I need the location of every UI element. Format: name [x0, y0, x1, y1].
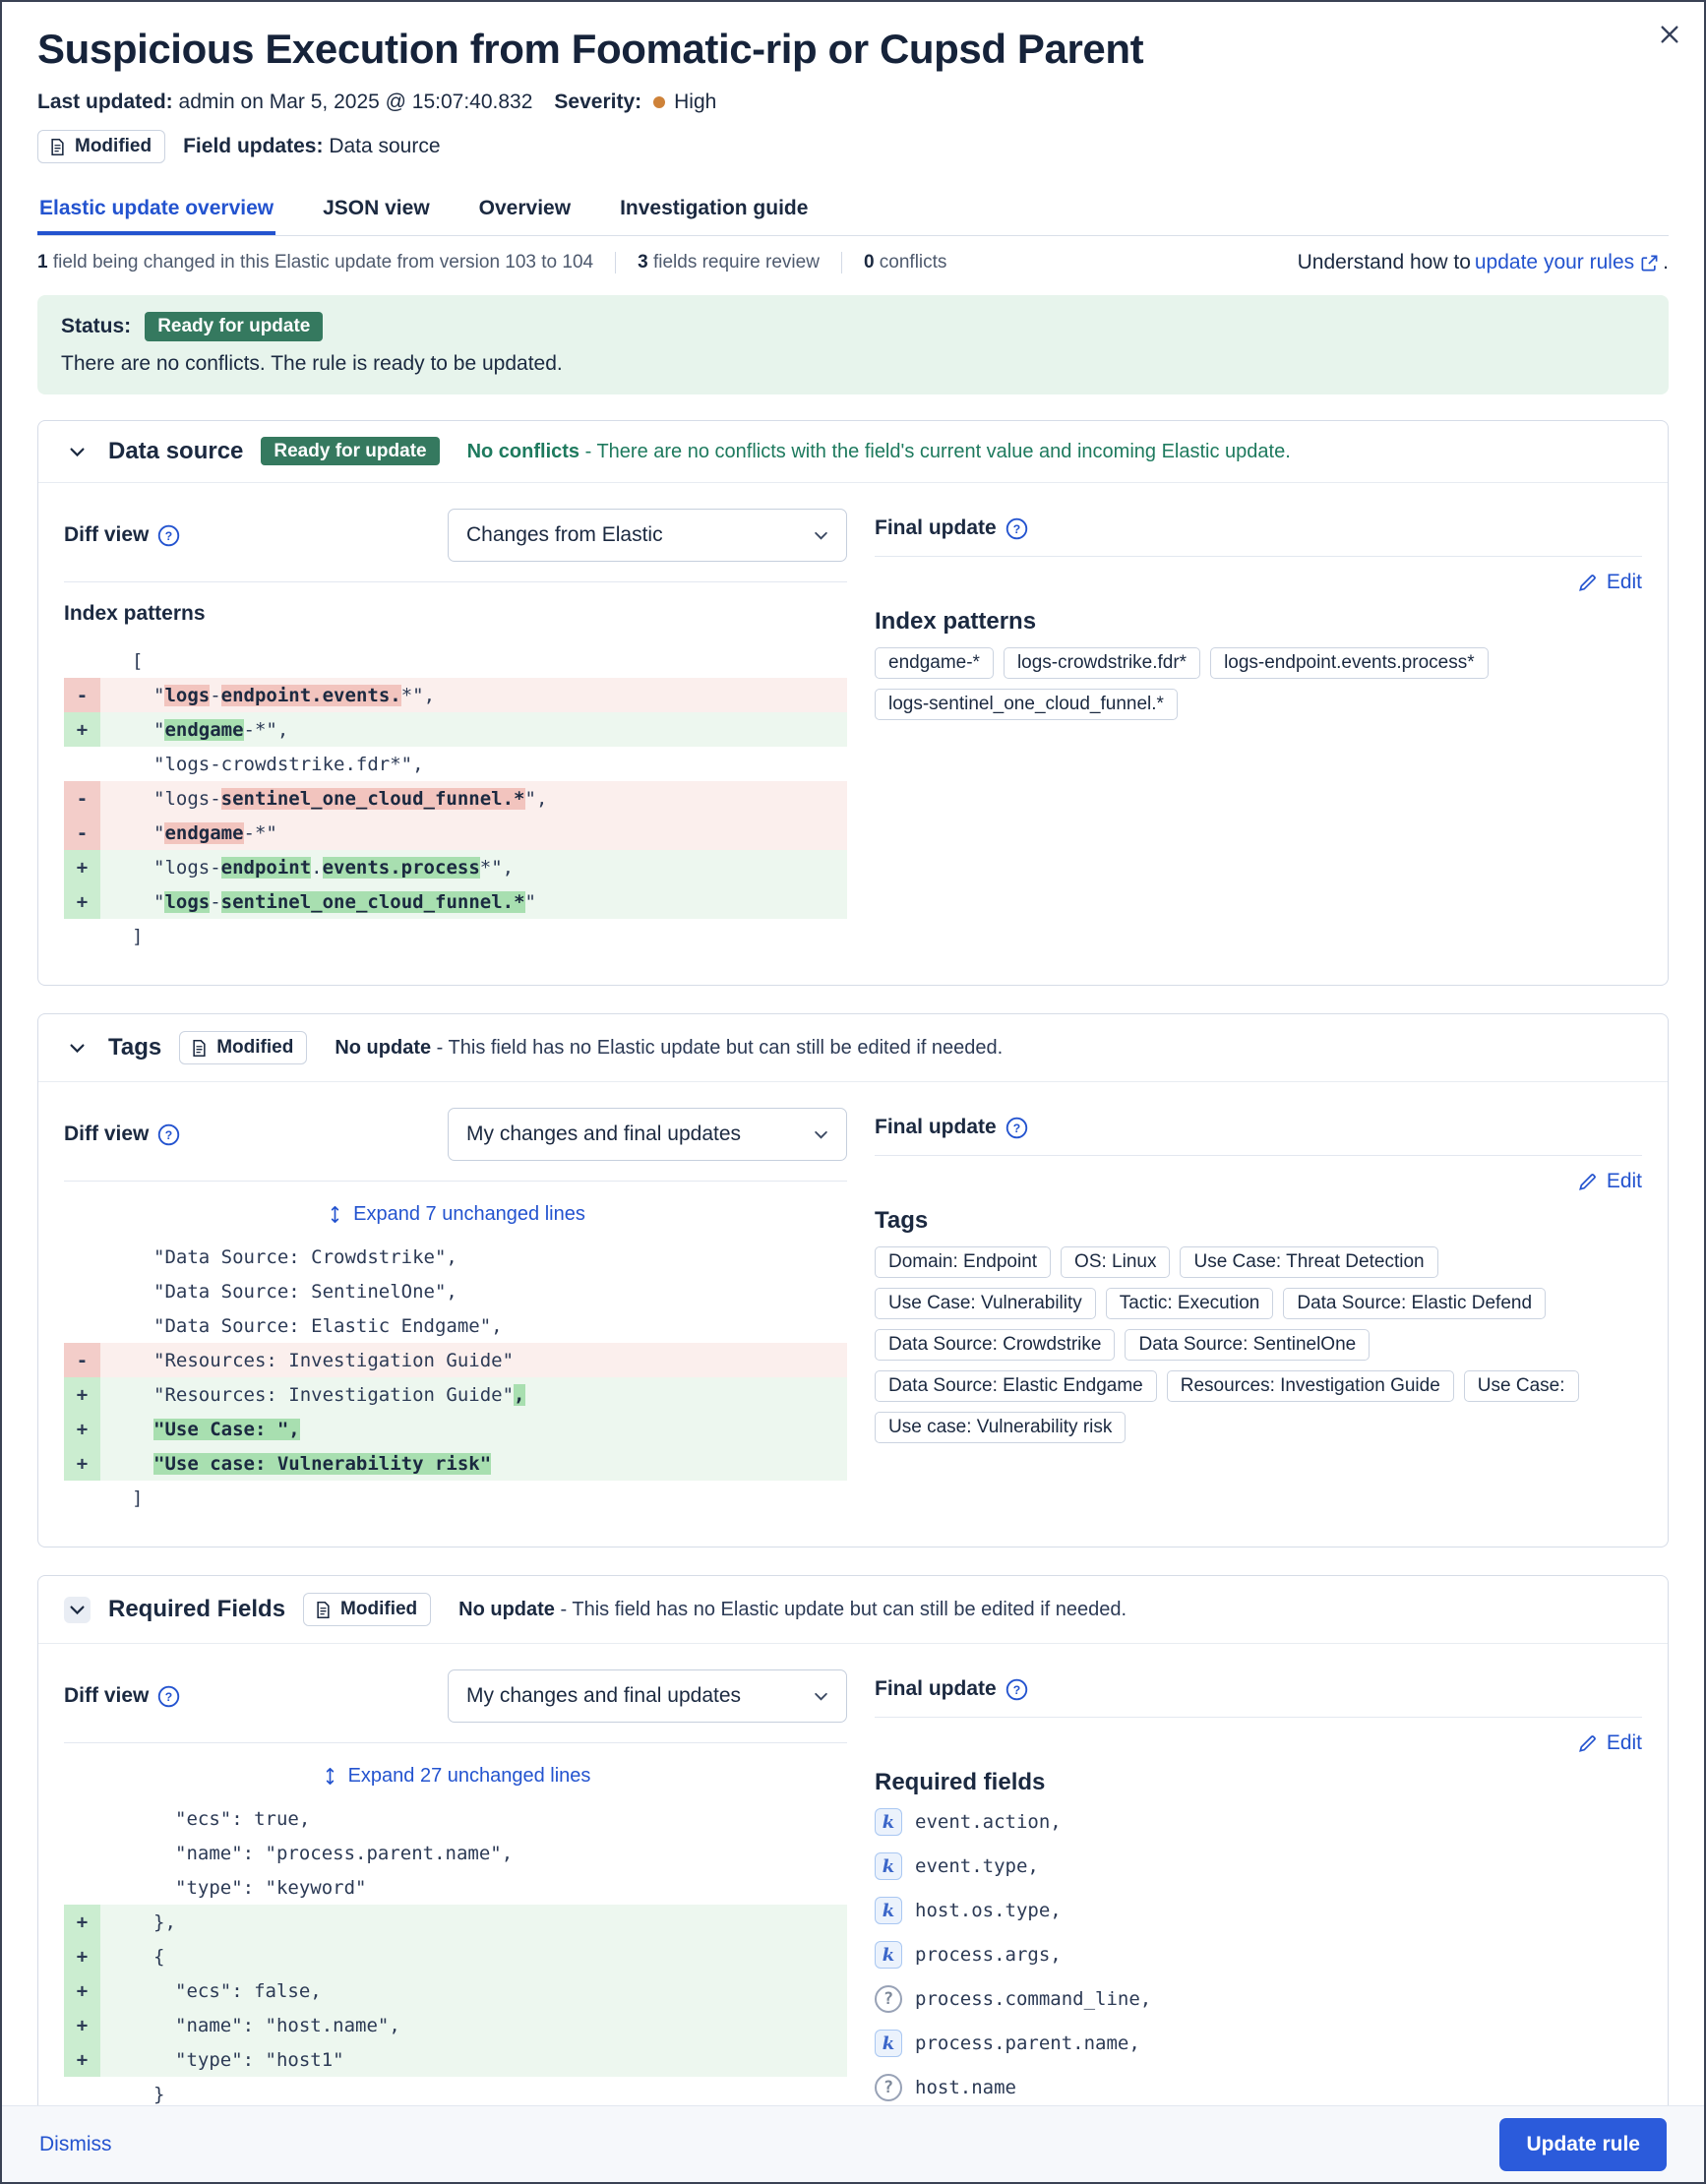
- diff-line-content: "ecs": true,: [175, 1807, 311, 1830]
- required-field-name: process.command_line,: [915, 1988, 1152, 2010]
- required-fields-list: [875, 1808, 1642, 2101]
- diff-line-content: "Data Source: SentinelOne",: [153, 1280, 457, 1303]
- document-edit-icon: [48, 138, 67, 156]
- tab-overview[interactable]: Overview: [478, 197, 572, 219]
- diff-gutter: [64, 747, 100, 781]
- keyword-type-icon: k: [875, 1941, 902, 1969]
- diff-line: [64, 884, 847, 919]
- tags-badge: Data Source: Elastic Defend: [1283, 1288, 1546, 1319]
- severity-value: High: [674, 91, 717, 113]
- diff-line: [64, 1412, 847, 1446]
- diff-line-content: "Resources: Investigation Guide" ,: [153, 1383, 525, 1406]
- diff-field-label: Index patterns: [64, 602, 206, 625]
- help-suffix: .: [1663, 251, 1669, 273]
- severity-high-dot: [653, 96, 665, 108]
- unknown-type-icon: ?: [875, 2074, 902, 2101]
- tags-badge: Use Case: Threat Detection: [1180, 1246, 1437, 1278]
- status-badge: Ready for update: [145, 312, 323, 341]
- section-title: Required Fields: [108, 1596, 286, 1622]
- index-patterns-badge: logs-crowdstrike.fdr*: [1004, 647, 1200, 679]
- diff-line-content: " logs - endpoint.events. *",: [153, 684, 436, 706]
- tab-investigation-guide[interactable]: Investigation guide: [620, 197, 809, 219]
- final-update-column: [875, 1669, 1642, 2146]
- diff-gutter: [64, 1481, 100, 1515]
- diff-gutter: +: [64, 884, 100, 919]
- diff-line: [64, 1801, 847, 1836]
- diff-line-content: "Use case: Vulnerability risk": [153, 1452, 492, 1475]
- diff-line: [64, 1240, 847, 1274]
- section-status: No update - This field has no Elastic update but can still be edited if needed.: [458, 1598, 1127, 1620]
- diff-line: [64, 643, 847, 678]
- pencil-icon: [1577, 1733, 1598, 1754]
- diff-line: [64, 1274, 847, 1308]
- keyword-type-icon: k: [875, 2030, 902, 2057]
- document-edit-icon: [314, 1601, 333, 1619]
- diff-gutter: +: [64, 2042, 100, 2077]
- help-icon[interactable]: [157, 524, 180, 547]
- modified-badge-label: Modified: [75, 136, 152, 156]
- final-update-heading: Index patterns: [875, 608, 1037, 635]
- close-icon[interactable]: [1653, 18, 1686, 51]
- edit-button[interactable]: Edit: [1577, 1731, 1642, 1755]
- section-title: Tags: [108, 1034, 162, 1061]
- tags-badge: Use Case:: [1464, 1370, 1579, 1402]
- final-update-heading: Tags: [875, 1207, 929, 1234]
- diff-view-label: Diff view: [64, 523, 150, 546]
- tab-json-view[interactable]: JSON view: [323, 197, 430, 219]
- diff-line-content: "logs- endpoint . events.process *",: [153, 856, 515, 879]
- section-title: Data source: [108, 438, 244, 464]
- expand-unchanged-lines-link[interactable]: Expand 7 unchanged lines: [64, 1203, 847, 1226]
- help-icon[interactable]: [1005, 1678, 1028, 1701]
- status-panel: [37, 295, 1669, 394]
- final-update-badges: [875, 647, 1642, 720]
- diff-line-content: "ecs": false,: [175, 1979, 322, 2002]
- required-field-item: [875, 1941, 1642, 1969]
- ready-for-update-badge: Ready for update: [261, 437, 439, 465]
- required-field-name: process.args,: [915, 1944, 1062, 1966]
- external-link-icon: [1640, 254, 1659, 273]
- diff-line: [64, 1905, 847, 1939]
- required-field-name: host.os.type,: [915, 1900, 1062, 1921]
- required-field-name: event.action,: [915, 1811, 1062, 1833]
- diff-line-content: "Use Case: ",: [153, 1418, 300, 1440]
- page-title: Suspicious Execution from Foomatic-rip or Cupsd Parent: [37, 26, 1144, 72]
- svg-text:?: ?: [1012, 521, 1020, 536]
- diff-line-content: " endgame -*",: [153, 718, 289, 741]
- diff-line: [64, 747, 847, 781]
- diff-line: [64, 1836, 847, 1870]
- diff-view-select[interactable]: My changes and final updates: [448, 1108, 847, 1161]
- tags-badge: Use case: Vulnerability risk: [875, 1412, 1126, 1443]
- help-icon[interactable]: [1005, 517, 1028, 540]
- info-item: 0 conflicts: [841, 252, 947, 273]
- tags-badge: Resources: Investigation Guide: [1167, 1370, 1454, 1402]
- diff-gutter: +: [64, 1939, 100, 1973]
- update-your-rules-link[interactable]: update your rules: [1475, 251, 1659, 274]
- required-field-name: process.parent.name,: [915, 2032, 1140, 2054]
- diff-line-content: "type": "host1": [175, 2048, 344, 2071]
- diff-gutter: [64, 1240, 100, 1274]
- expand-icon: [321, 1767, 339, 1786]
- field-updates-value: Data source: [329, 135, 441, 157]
- tabs: [37, 191, 1669, 236]
- accordion-toggle[interactable]: [64, 439, 91, 465]
- tags-badge: Domain: Endpoint: [875, 1246, 1051, 1278]
- index-patterns-badge: endgame-*: [875, 647, 994, 679]
- section-status: No update - This field has no Elastic update but can still be edited if needed.: [335, 1036, 1004, 1059]
- status-label: Status:: [61, 315, 132, 337]
- final-update-label: Final update: [875, 1116, 997, 1138]
- diff-column: [64, 1108, 847, 1515]
- diff-line-content: {: [153, 1945, 165, 1968]
- required-field-name: host.name: [915, 2077, 1016, 2098]
- diff-column: [64, 509, 847, 953]
- tab-elastic-update-overview[interactable]: Elastic update overview: [37, 191, 275, 235]
- diff-view-select[interactable]: My changes and final updates: [448, 1669, 847, 1723]
- field-updates-label: Field updates:: [183, 135, 324, 157]
- svg-text:?: ?: [165, 1689, 173, 1704]
- svg-text:?: ?: [1012, 1682, 1020, 1697]
- diff-line-content: "Data Source: Elastic Endgame",: [153, 1314, 503, 1337]
- tags-badge: Data Source: SentinelOne: [1125, 1329, 1370, 1361]
- diff-code-block: [64, 1801, 847, 2146]
- modified-badge: [37, 130, 165, 163]
- tags-badge: Use Case: Vulnerability: [875, 1288, 1096, 1319]
- meta-row: [37, 91, 1669, 114]
- diff-view-label: Diff view: [64, 1122, 150, 1145]
- diff-gutter: -: [64, 781, 100, 816]
- required-field-item: [875, 2030, 1642, 2057]
- diff-line: [64, 781, 847, 816]
- diff-line: [64, 1446, 847, 1481]
- diff-line: [64, 712, 847, 747]
- diff-line-content: " logs - sentinel_one_cloud_funnel.* ": [153, 890, 536, 913]
- badge-row: [37, 130, 1669, 163]
- diff-gutter: +: [64, 1973, 100, 2008]
- diff-gutter: +: [64, 2008, 100, 2042]
- edit-button[interactable]: Edit: [1577, 571, 1642, 594]
- diff-gutter: -: [64, 816, 100, 850]
- status-message: There are no conflicts. The rule is ready to be updated.: [61, 352, 563, 375]
- info-bar: [37, 236, 1669, 287]
- diff-code-block: [64, 643, 847, 953]
- diff-line-content: "name": "process.parent.name",: [175, 1842, 514, 1864]
- diff-gutter: +: [64, 1446, 100, 1481]
- final-update-column: [875, 509, 1642, 953]
- modified-badge-label: Modified: [340, 1599, 418, 1619]
- required-field-item: [875, 1808, 1642, 1836]
- required-field-name: event.type,: [915, 1855, 1039, 1877]
- diff-gutter: +: [64, 1412, 100, 1446]
- section-required-fields: [37, 1575, 1669, 2178]
- diff-line-content: "type": "keyword": [175, 1876, 367, 1899]
- diff-gutter: [64, 1308, 100, 1343]
- modified-badge: [303, 1593, 431, 1626]
- diff-code-block: [64, 1240, 847, 1515]
- final-update-label: Final update: [875, 516, 997, 539]
- keyword-type-icon: k: [875, 1897, 902, 1924]
- expand-unchanged-lines-link[interactable]: Expand 27 unchanged lines: [64, 1765, 847, 1788]
- index-patterns-badge: logs-sentinel_one_cloud_funnel.*: [875, 689, 1178, 720]
- accordion-toggle[interactable]: [64, 1597, 91, 1623]
- tags-badge: Data Source: Crowdstrike: [875, 1329, 1115, 1361]
- diff-gutter: [64, 643, 100, 678]
- footer: [2, 2105, 1704, 2182]
- diff-line: [64, 1870, 847, 1905]
- diff-line-content: "logs- sentinel_one_cloud_funnel.* ",: [153, 787, 548, 810]
- diff-gutter: +: [64, 1905, 100, 1939]
- expand-icon: [326, 1205, 344, 1224]
- diff-line: [64, 1481, 847, 1515]
- unknown-type-icon: ?: [875, 1985, 902, 2013]
- final-update-badges: [875, 1246, 1642, 1443]
- diff-view-select[interactable]: Changes from Elastic: [448, 509, 847, 562]
- diff-line: [64, 816, 847, 850]
- info-item: 3 fields require review: [615, 252, 820, 273]
- diff-line-content: "logs-crowdstrike.fdr*",: [153, 753, 424, 775]
- help-icon[interactable]: [157, 1123, 180, 1146]
- tags-badge: OS: Linux: [1061, 1246, 1170, 1278]
- diff-gutter: +: [64, 850, 100, 884]
- keyword-type-icon: k: [875, 1808, 902, 1836]
- update-rules-help: [1298, 251, 1669, 274]
- required-field-item: [875, 1852, 1642, 1880]
- diff-gutter: -: [64, 1343, 100, 1377]
- last-updated-label: Last updated:: [37, 91, 173, 113]
- final-update-label: Final update: [875, 1677, 997, 1700]
- final-update-heading: Required fields: [875, 1769, 1046, 1795]
- diff-gutter: [64, 1836, 100, 1870]
- chevron-down-icon: [67, 442, 88, 462]
- diff-line: [64, 1308, 847, 1343]
- diff-line-content: [: [132, 649, 144, 672]
- keyword-type-icon: k: [875, 1852, 902, 1880]
- diff-line: [64, 850, 847, 884]
- final-update-column: [875, 1108, 1642, 1515]
- help-icon[interactable]: [1005, 1117, 1028, 1139]
- chevron-down-icon: [812, 526, 830, 545]
- pencil-icon: [1577, 573, 1598, 593]
- section-data-source: [37, 420, 1669, 986]
- accordion-toggle[interactable]: [64, 1035, 91, 1062]
- document-edit-icon: [190, 1039, 209, 1058]
- diff-line-content: "name": "host.name",: [175, 2014, 400, 2036]
- diff-line: [64, 1377, 847, 1412]
- pencil-icon: [1577, 1172, 1598, 1192]
- chevron-down-icon: [67, 1038, 88, 1059]
- diff-line: [64, 2008, 847, 2042]
- chevron-down-icon: [67, 1600, 88, 1620]
- required-field-item: [875, 1985, 1642, 2013]
- svg-text:?: ?: [165, 1127, 173, 1142]
- chevron-down-icon: [812, 1687, 830, 1706]
- diff-line-content: },: [153, 1911, 176, 1933]
- diff-gutter: [64, 1870, 100, 1905]
- diff-line: [64, 1939, 847, 1973]
- svg-text:?: ?: [1012, 1121, 1020, 1135]
- info-item: 1 field being changed in this Elastic update from version 103 to 104: [37, 252, 594, 273]
- required-field-item: [875, 1897, 1642, 1924]
- diff-gutter: [64, 919, 100, 953]
- chevron-down-icon: [812, 1125, 830, 1144]
- diff-view-label: Diff view: [64, 1684, 150, 1707]
- diff-gutter: +: [64, 1377, 100, 1412]
- diff-gutter: -: [64, 678, 100, 712]
- last-updated-value: admin on Mar 5, 2025 @ 15:07:40.832: [178, 91, 533, 113]
- diff-line-content: " endgame -*": [153, 821, 277, 844]
- diff-column: [64, 1669, 847, 2146]
- svg-text:?: ?: [165, 528, 173, 543]
- index-patterns-badge: logs-endpoint.events.process*: [1210, 647, 1489, 679]
- help-prefix: Understand how to: [1297, 251, 1471, 273]
- tags-badge: Tactic: Execution: [1106, 1288, 1274, 1319]
- diff-gutter: [64, 1801, 100, 1836]
- diff-line-content: "Resources: Investigation Guide": [153, 1349, 515, 1371]
- section-status: No conflicts - There are no conflicts with the field's current value and incoming Elastic update.: [466, 440, 1291, 462]
- diff-line: [64, 678, 847, 712]
- required-field-item: [875, 2074, 1642, 2101]
- diff-line: [64, 2042, 847, 2077]
- dismiss-button[interactable]: Dismiss: [39, 2132, 112, 2155]
- diff-line-content: }: [153, 2083, 165, 2105]
- diff-line-content: "Data Source: Crowdstrike",: [153, 1245, 457, 1268]
- diff-line-content: ]: [132, 1486, 144, 1509]
- modified-badge: [179, 1031, 307, 1064]
- diff-gutter: [64, 1274, 100, 1308]
- diff-gutter: +: [64, 712, 100, 747]
- edit-button[interactable]: Edit: [1577, 1170, 1642, 1193]
- diff-line: [64, 1343, 847, 1377]
- tags-badge: Data Source: Elastic Endgame: [875, 1370, 1157, 1402]
- section-tags: [37, 1013, 1669, 1547]
- modified-badge-label: Modified: [216, 1037, 294, 1058]
- help-icon[interactable]: [157, 1685, 180, 1708]
- diff-line-content: ]: [132, 925, 144, 947]
- severity-label: Severity:: [554, 91, 642, 113]
- diff-line: [64, 919, 847, 953]
- update-rule-button[interactable]: Update rule: [1499, 2118, 1667, 2171]
- diff-line: [64, 1973, 847, 2008]
